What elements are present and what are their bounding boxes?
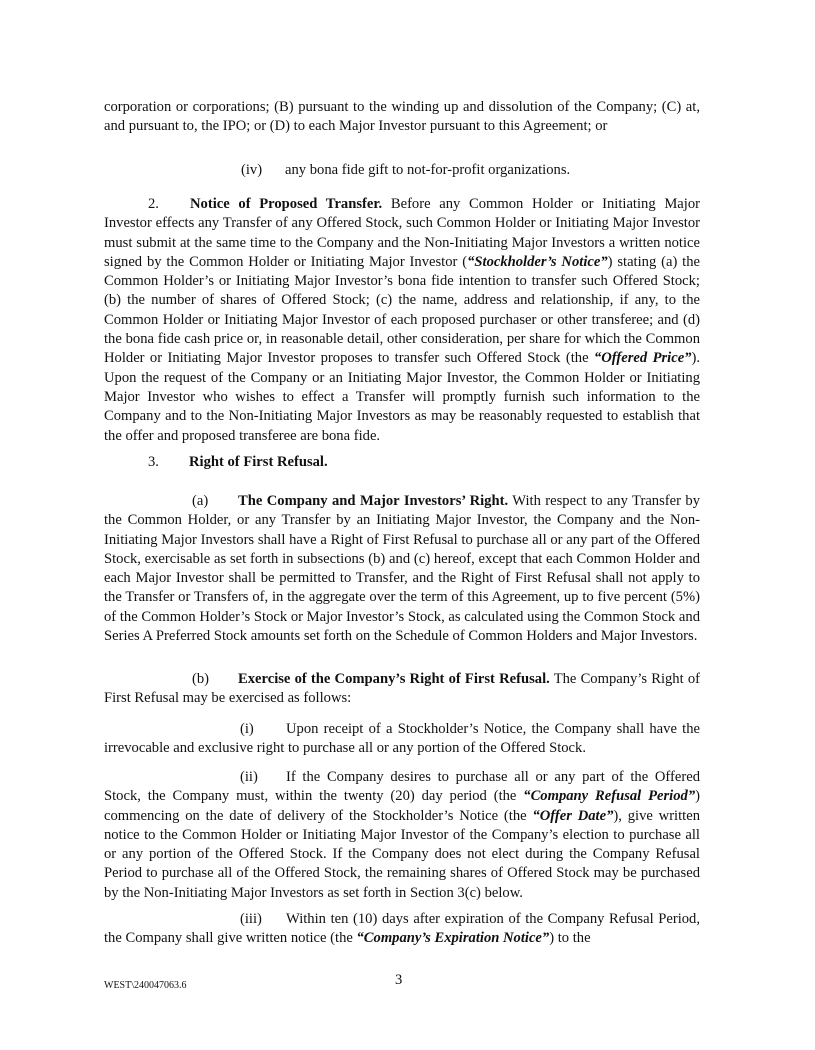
section-3b-iii-number: (iii) — [240, 911, 262, 927]
section-3a-text: With respect to any Transfer by the Common Holder, or any Transfer by an Initiating Major Investor, the Company and the Non-Initiating Major Investors shall have a Right of First Refusal to purchase all or any part of the Offered Stock, exercisable as set forth in subsections (b) and (c) hereof, except that each Common Holder and each Major Investor shall be permitted to Transfer, and the Right of First Refusal shall not apply to the Transfer or Transfers of, in the aggregate over the term of this Agreement, up to five percent (5%) of the Common Holder’s Stock or Major Investor’s Stock, as calculated using the Common Stock and Series A Preferred Stock amounts set forth on the Schedule of Common Holders and Major Investors. — [104, 493, 700, 645]
section-3-heading-line — [104, 453, 700, 472]
section-3b-i-paragraph — [104, 720, 700, 759]
section-2-text-3: ). Upon the request of the Company or an Initiating Major Investor, the Common Holder or Initiating Major Investor who wishes to effect a Transfer will promptly furnish such information to the Company and to the Non-Initiating Major Investors as may be reasonably requested to establish that the offer and proposed transferee are bona fide. — [104, 350, 700, 444]
section-3b-paragraph — [104, 670, 700, 709]
section-3b-iii-text-2: ) to the — [549, 930, 591, 947]
section-3b-iii-paragraph — [104, 910, 700, 949]
section-3a-paragraph — [104, 492, 700, 646]
section-3b-text: The Company’s Right of First Refusal may be exercised as follows: — [104, 671, 700, 707]
section-3b-ii-text-2: ) commencing on the date of delivery of the Stockholder’s Notice (the — [104, 788, 700, 824]
section-3b-ii-text-3: ), give written notice to the Common Holder or Initiating Major Investor of the Company’s election to purchase all or any portion of the Offered Stock. If the Company does not elect during the Company Refusal Period to purchase all of the Offered Stock, the remaining shares of Offered Stock may be purchased by the Non-Initiating Major Investors as set forth in Section 3(c) below. — [104, 807, 700, 901]
defined-term-offer-date: “Offer Date” — [532, 807, 614, 824]
section-3b-i-number: (i) — [240, 721, 254, 737]
section-3a-heading: The Company and Major Investors’ Right. — [238, 493, 509, 509]
section-2-heading: Notice of Proposed Transfer. — [190, 196, 383, 212]
section-2-text-2: ) stating (a) the Common Holder’s or Initiating Major Investor’s bona fide intention to transfer such Offered Stock; (b) the number of shares of Offered Stock; (c) the name, address and relationship, if any, to the Common Holder or Initiating Major Investor of each proposed purchaser or other transferee; and (d) the bona fide cash price or, in reasonable detail, other consideration, per share for which the Common Holder or Initiating Major Investor proposes to transfer such Offered Stock (the — [104, 253, 700, 367]
defined-term-stockholders-notice: “Stockholder’s Notice” — [467, 253, 608, 270]
section-3b-iii-text-1: Within ten (10) days after expiration of the Company Refusal Period, the Company shall give written notice (the — [104, 911, 700, 947]
section-3b-ii-number: (ii) — [240, 769, 258, 785]
section-3a-number: (a) — [192, 493, 209, 509]
section-3b-i-text: Upon receipt of a Stockholder’s Notice, the Company shall have the irrevocable and exclusive right to purchase all or any portion of the Offered Stock. — [104, 721, 700, 757]
footer-page-number: 3 — [395, 972, 403, 988]
section-3-heading: Right of First Refusal. — [189, 454, 328, 470]
section-3b-heading: Exercise of the Company’s Right of First Refusal. — [238, 671, 550, 687]
section-3b-number: (b) — [192, 671, 210, 687]
clause-iv-text: any bona fide gift to not-for-profit organizations. — [285, 162, 571, 178]
defined-term-offered-price: “Offered Price” — [593, 350, 692, 367]
section-3-number: 3. — [148, 454, 159, 470]
clause-iv — [241, 161, 701, 180]
defined-term-company-expiration-notice: “Company’s Expiration Notice” — [356, 930, 550, 947]
clause-iv-number: (iv) — [241, 162, 263, 178]
section-2-number: 2. — [148, 196, 159, 212]
section-3b-ii-paragraph — [104, 768, 700, 903]
section-2-paragraph — [104, 195, 700, 446]
defined-term-company-refusal-period: “Company Refusal Period” — [523, 788, 696, 805]
paragraph-continuation — [104, 98, 700, 137]
continuation-text: corporation or corporations; (B) pursuant to the winding up and dissolution of the Company; (C) at, and pursuant to, the IPO; or (D) to each Major Investor pursuant to this Agreement; or — [104, 99, 700, 135]
section-2-text-1: Before any Common Holder or Initiating Major Investor effects any Transfer of any Offered Stock, such Common Holder or Initiating Major Investor must submit at the same time to the Company and the Non-Initiating Major Investors a written notice signed by the Common Holder or Initiating Major Investor ( — [104, 196, 700, 270]
section-3b-ii-text-1: If the Company desires to purchase all or any part of the Offered Stock, the Company must, within the twenty (20) day period (the — [104, 769, 700, 805]
footer-document-id: WEST\240047063.6 — [104, 980, 187, 991]
